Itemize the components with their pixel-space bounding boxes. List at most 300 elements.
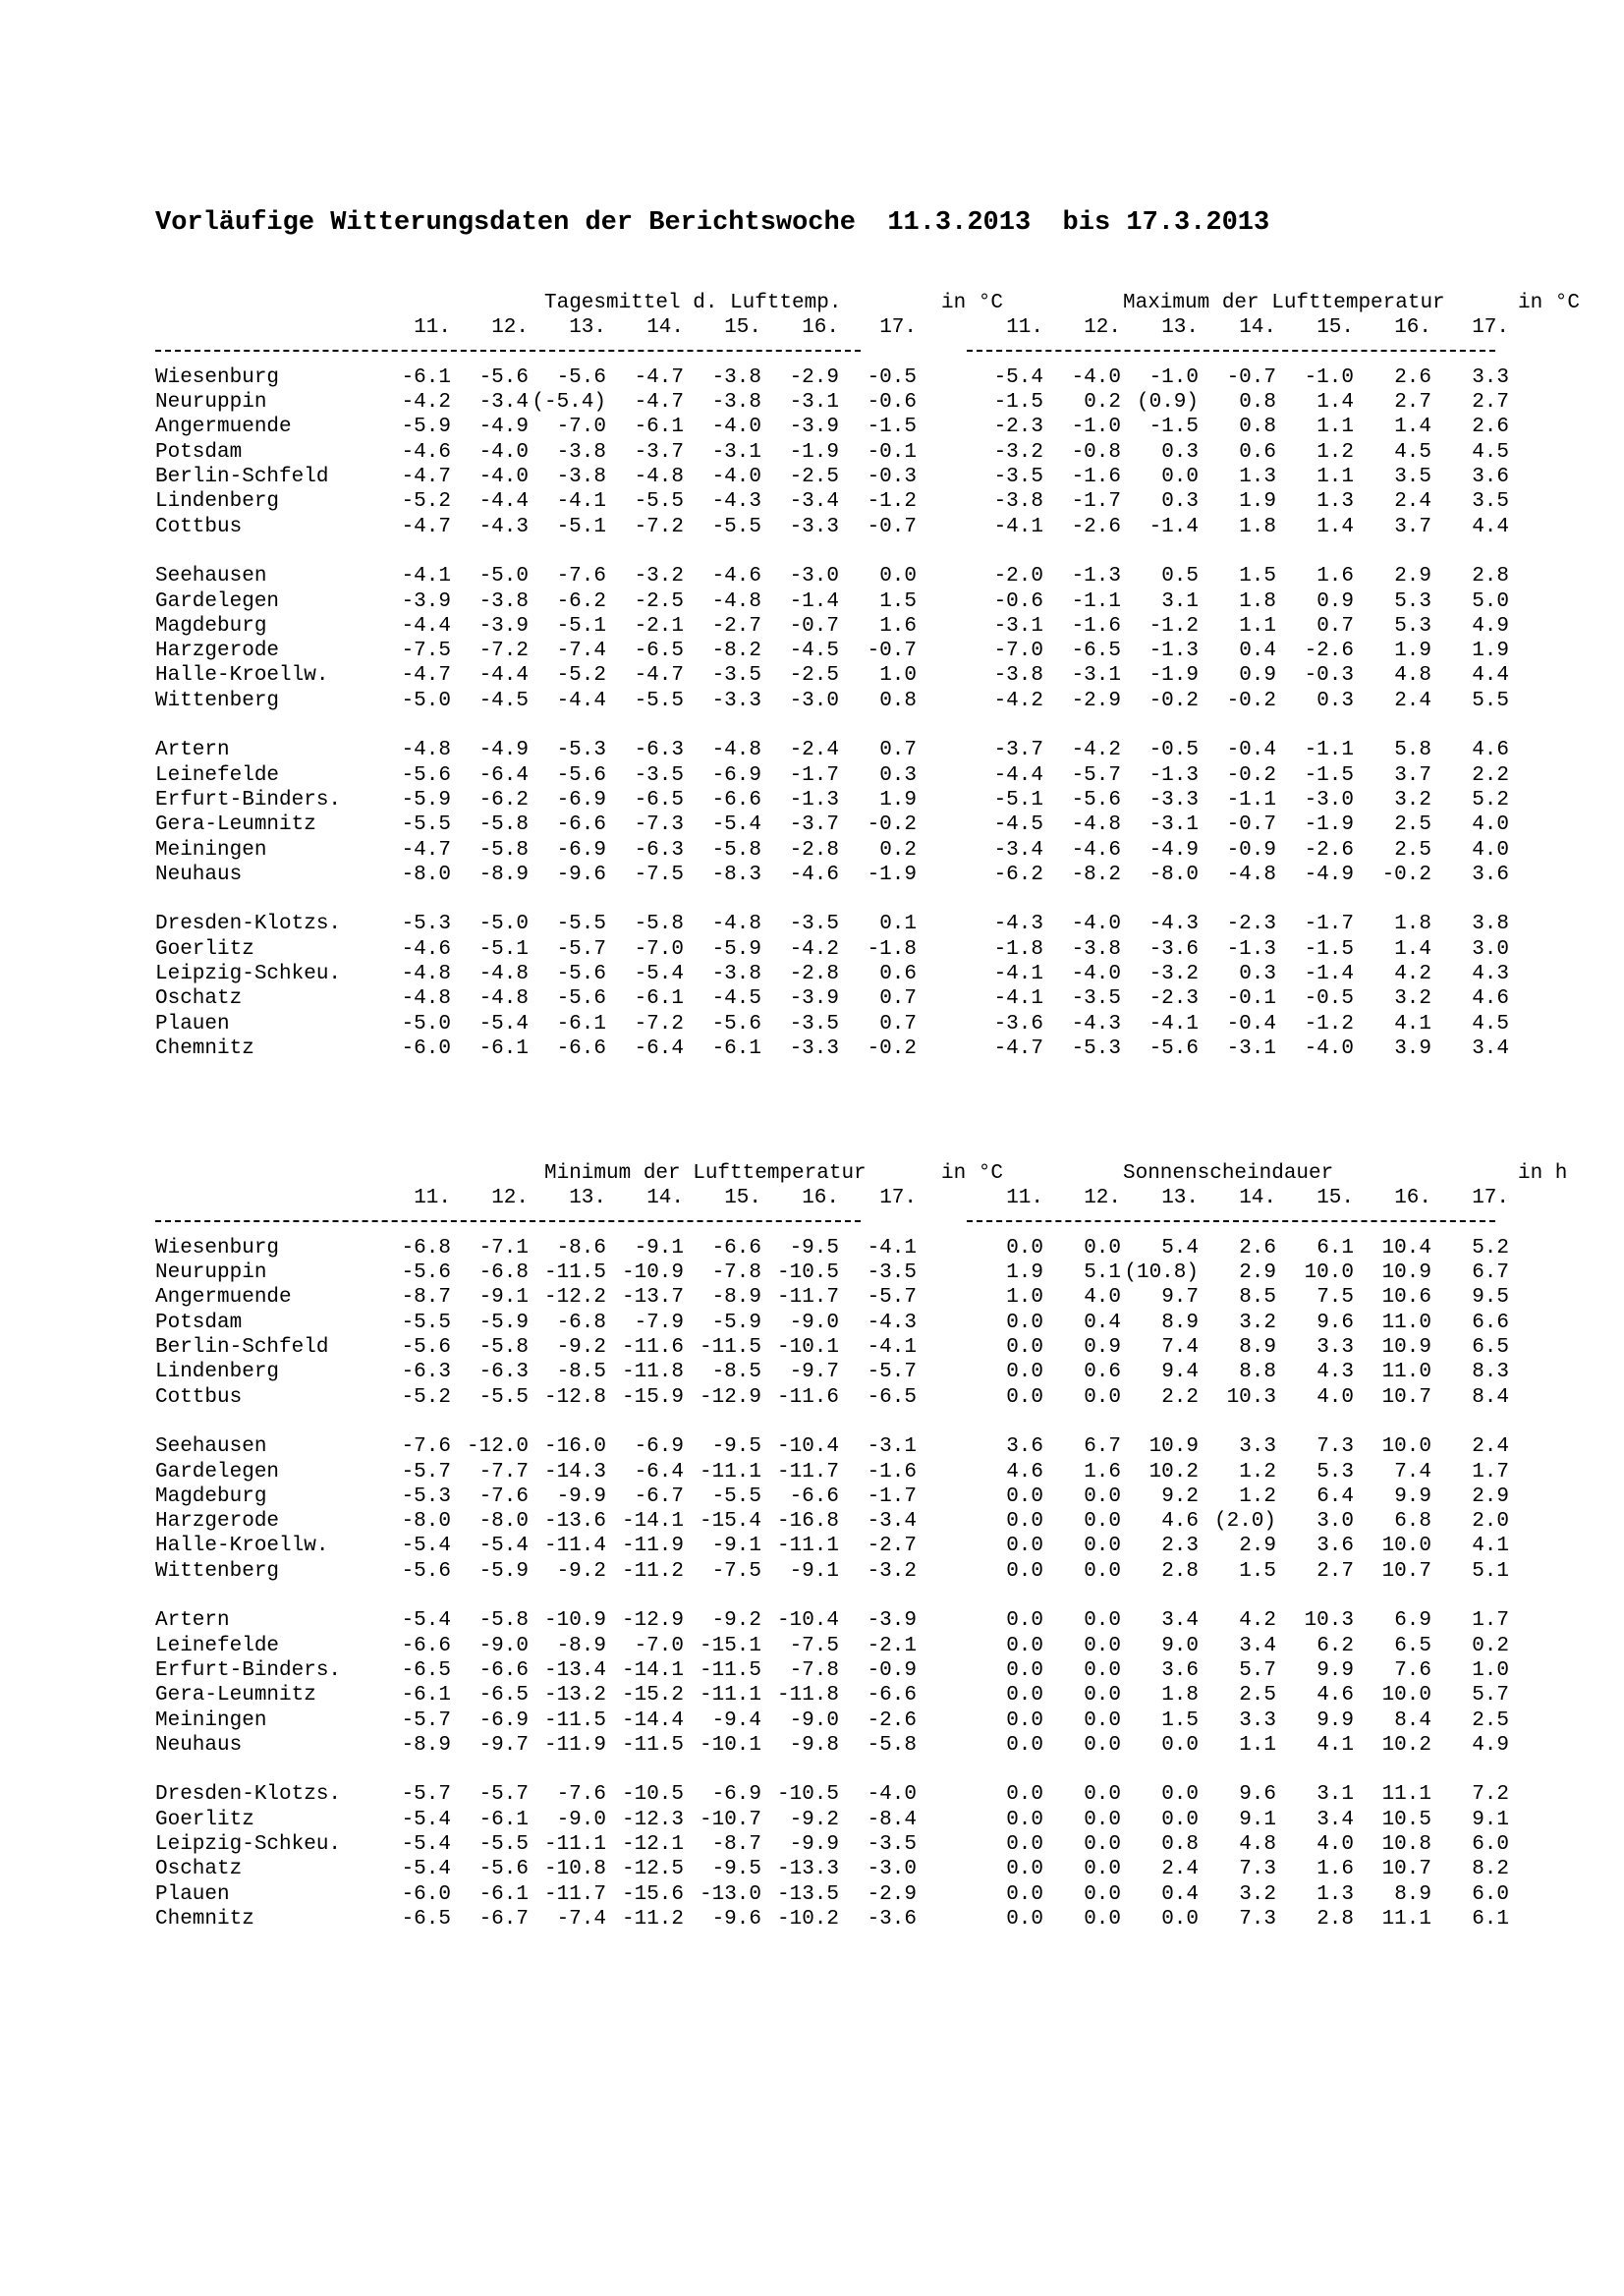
value-left: -5.2 [401,1385,451,1409]
value-right: -1.3 [1148,640,1199,663]
value-right: -1.2 [1148,614,1199,638]
value-left: -11.6 [776,1385,839,1409]
row-gap [917,415,966,439]
station-name: Dresden-Klotzs. [155,913,342,936]
value-left: -6.5 [634,788,684,812]
separator-row [155,1211,1509,1236]
value-right: (0.9) [1136,391,1199,415]
value-left: -5.0 [401,689,451,712]
value-right: 1.3 [1316,1882,1354,1906]
value-right: -1.2 [1304,1012,1354,1036]
value-left: -0.1 [867,440,917,464]
row-gap [917,738,966,762]
value-right: 6.6 [1472,1311,1509,1334]
day-header-left: 17. [879,316,917,340]
value-left: -5.9 [401,788,451,812]
station-name: Lindenberg [155,490,280,514]
value-right: 0.0 [1084,1783,1121,1807]
value-left: -1.8 [867,937,917,961]
station-name: Potsdam [155,440,243,464]
value-left: (-5.4) [532,391,606,415]
group-spacer [155,1758,1509,1782]
value-left: -5.9 [401,416,451,439]
value-right: 0.0 [1161,1783,1199,1807]
value-right: 1.6 [1316,565,1354,588]
value-left: -3.3 [789,515,839,538]
value-left: -8.3 [711,863,761,886]
station-name: Artern [155,1609,230,1633]
value-right: 0.8 [1161,1833,1199,1857]
value-right: -2.6 [1304,838,1354,862]
value-left: -5.1 [556,614,606,638]
value-left: -11.8 [776,1684,839,1708]
value-left: -8.0 [401,1510,451,1534]
value-left: -5.6 [556,763,606,787]
value-left: -5.3 [401,1484,451,1508]
value-left: -11.5 [699,1658,761,1682]
value-right: 0.0 [1084,1733,1121,1757]
value-left: -0.7 [867,640,917,663]
value-right: -3.2 [1148,963,1199,986]
value-right: 1.9 [1472,640,1509,663]
value-right: 0.0 [1006,1833,1043,1857]
value-right: 0.0 [1084,1510,1121,1534]
value-right: 9.5 [1472,1286,1509,1310]
value-left: -1.7 [867,1484,917,1508]
value-right: -3.1 [1148,813,1199,837]
value-left: -9.1 [478,1286,529,1310]
value-right: -4.3 [1071,1012,1121,1036]
value-left: -3.5 [867,1261,917,1285]
value-left: -9.1 [789,1559,839,1583]
value-left: -5.6 [401,1261,451,1285]
value-left: -4.7 [401,838,451,862]
value-right: 2.5 [1472,1708,1509,1732]
value-right: 0.0 [1006,1808,1043,1831]
value-right: -0.2 [1148,689,1199,712]
right-section-title: Sonnenscheindauer [1123,1162,1334,1185]
value-right: 9.1 [1239,1808,1276,1831]
value-right: 4.1 [1472,1535,1509,1558]
value-right: 0.0 [1006,1733,1043,1757]
value-right: 7.3 [1239,1907,1276,1931]
value-right: 10.7 [1381,1385,1431,1409]
value-left: -10.2 [776,1907,839,1931]
value-right: 1.2 [1239,1460,1276,1484]
value-right: 8.8 [1239,1361,1276,1384]
value-right: 0.0 [1006,1510,1043,1534]
value-left: -4.8 [634,466,684,489]
value-right: 1.9 [1239,490,1276,514]
value-left: -3.9 [789,987,839,1011]
value-right: 9.7 [1161,1286,1199,1310]
value-right: 0.4 [1084,1311,1121,1334]
station-name: Harzgerode [155,1510,280,1534]
value-left: -5.4 [401,1808,451,1831]
value-left: -3.0 [789,689,839,712]
value-left: -9.5 [711,1435,761,1459]
value-right: 10.7 [1381,1559,1431,1583]
value-right: 4.5 [1472,1012,1509,1036]
value-left: -9.9 [789,1833,839,1857]
value-left: -3.5 [634,763,684,787]
row-gap [917,1857,966,1881]
value-left: -1.9 [867,863,917,886]
table-temperature-mean-max [155,291,1581,1061]
day-header-right: 16. [1394,1187,1431,1210]
value-left: -4.8 [478,963,529,986]
value-right: -1.5 [1304,937,1354,961]
value-right: 0.0 [1084,1882,1121,1906]
value-left: -9.2 [789,1808,839,1831]
value-right: 6.5 [1394,1634,1431,1657]
value-left: -12.3 [621,1808,684,1831]
row-gap [917,763,966,788]
day-header-row [155,1186,1509,1210]
value-left: -3.8 [556,440,606,464]
station-name: Neuruppin [155,1261,267,1285]
value-right: -5.4 [993,365,1043,389]
value-right: 0.9 [1239,664,1276,688]
table-row [155,1285,1509,1310]
value-right: 3.6 [1472,863,1509,886]
value-right: 4.0 [1472,813,1509,837]
value-left: -5.5 [401,813,451,837]
value-left: -2.5 [634,589,684,613]
value-right: 1.4 [1316,515,1354,538]
value-right: -5.7 [1071,763,1121,787]
value-right: 2.4 [1472,1435,1509,1459]
value-right: -3.8 [1071,937,1121,961]
table-row [155,738,1509,762]
value-right: 2.4 [1394,689,1431,712]
value-right: 4.0 [1316,1385,1354,1409]
value-left: -5.9 [711,937,761,961]
row-gap [917,1708,966,1733]
value-right: 0.9 [1316,589,1354,613]
value-left: -2.6 [867,1708,917,1732]
value-right: -1.9 [1304,813,1354,837]
value-left: -4.0 [867,1783,917,1807]
value-left: -6.0 [401,1036,451,1060]
header-spacer [155,315,373,340]
value-right: -3.5 [1071,987,1121,1011]
value-left: -11.4 [543,1535,606,1558]
value-right: 3.0 [1316,1510,1354,1534]
value-right: -4.0 [1071,963,1121,986]
value-right: 3.7 [1394,515,1431,538]
value-left: -6.6 [556,813,606,837]
value-left: -7.6 [556,565,606,588]
value-left: -5.0 [478,913,529,936]
value-left: -3.5 [867,1833,917,1857]
value-right: -1.1 [1071,589,1121,613]
value-left: -12.1 [621,1833,684,1857]
value-left: -5.6 [401,1336,451,1360]
value-left: 0.2 [879,838,917,862]
value-right: 2.7 [1316,1559,1354,1583]
value-right: 0.0 [1006,1882,1043,1906]
day-header-right: 13. [1161,316,1199,340]
value-right: -0.4 [1226,739,1276,762]
value-right: -5.6 [1148,1036,1199,1060]
value-right: -4.0 [1071,365,1121,389]
row-gap [917,1733,966,1758]
row-gap [917,1534,966,1558]
station-name: Neuhaus [155,863,243,886]
value-right: 6.7 [1472,1261,1509,1285]
value-left: -11.8 [621,1361,684,1384]
value-right: 1.9 [1006,1261,1043,1285]
day-header-right: 12. [1084,316,1121,340]
value-right: 4.6 [1472,987,1509,1011]
value-left: -4.6 [711,565,761,588]
station-name: Gera-Leumnitz [155,1684,316,1708]
value-right: -3.1 [1071,664,1121,688]
value-left: -10.1 [776,1336,839,1360]
value-left: -4.4 [401,614,451,638]
value-right: -8.0 [1148,863,1199,886]
group-spacer [155,539,1509,564]
value-right: 1.9 [1394,640,1431,663]
value-right: 4.6 [1006,1460,1043,1484]
value-right: 2.9 [1394,565,1431,588]
value-right: 0.6 [1239,440,1276,464]
value-left: -6.4 [634,1460,684,1484]
value-right: 5.8 [1394,739,1431,762]
table-row [155,564,1509,588]
value-left: -7.5 [401,640,451,663]
value-left: 0.3 [879,763,917,787]
value-left: -5.9 [478,1311,529,1334]
right-section-unit: in h [1518,1162,1568,1185]
value-right: 4.0 [1316,1833,1354,1857]
value-right: -3.1 [993,614,1043,638]
value-left: -9.2 [556,1559,606,1583]
value-right: -1.5 [993,391,1043,415]
value-right: 5.7 [1239,1658,1276,1682]
column-group-titles [155,1161,1568,1186]
value-left: -6.7 [478,1907,529,1931]
day-header-right: 12. [1084,1187,1121,1210]
value-left: -0.7 [867,515,917,538]
dashed-rule-right [967,1220,1495,1222]
value-right: 0.0 [1161,1808,1199,1831]
value-right: 6.9 [1394,1609,1431,1633]
value-right: -2.0 [993,565,1043,588]
value-right: 0.0 [1006,1361,1043,1384]
row-gap [917,962,966,986]
value-left: -7.5 [789,1634,839,1657]
value-left: -6.1 [478,1036,529,1060]
table-row [155,663,1509,688]
group-spacer [155,887,1509,912]
value-right: -4.2 [1071,739,1121,762]
value-right: 9.9 [1316,1708,1354,1732]
value-right: -4.1 [993,515,1043,538]
value-right: 6.2 [1316,1634,1354,1657]
value-right: 0.0 [1161,1907,1199,1931]
value-right: 7.2 [1472,1783,1509,1807]
value-left: -13.4 [543,1658,606,1682]
value-left: -7.2 [634,1012,684,1036]
value-left: -6.4 [478,763,529,787]
value-right: 4.8 [1239,1833,1276,1857]
table-row [155,440,1509,465]
table-row [155,1733,1509,1758]
row-gap [917,1434,966,1459]
value-left: -11.1 [699,1684,761,1708]
value-right: 0.0 [1084,1684,1121,1708]
value-right: 0.2 [1472,1634,1509,1657]
value-right: 1.8 [1239,589,1276,613]
left-section-unit: in °C [941,292,1004,314]
value-right: 10.8 [1381,1833,1431,1857]
value-right: 1.6 [1084,1460,1121,1484]
value-left: -9.0 [789,1311,839,1334]
value-right: 3.4 [1161,1609,1199,1633]
value-right: -1.4 [1148,515,1199,538]
value-left: -12.9 [699,1385,761,1409]
day-header-right: 11. [1006,1187,1043,1210]
value-right: 0.0 [1084,1609,1121,1633]
value-right: 6.7 [1084,1435,1121,1459]
value-left: -7.9 [634,1311,684,1334]
value-left: -5.5 [478,1833,529,1857]
value-left: -4.8 [711,589,761,613]
value-right: 4.6 [1472,739,1509,762]
table-row [155,1808,1509,1832]
value-left: -16.0 [543,1435,606,1459]
station-name: Gardelegen [155,589,280,613]
value-right: 2.2 [1472,763,1509,787]
value-right: 2.6 [1239,1236,1276,1260]
value-left: -5.2 [401,490,451,514]
value-right: 2.6 [1472,416,1509,439]
value-left: -3.2 [634,565,684,588]
value-right: 7.3 [1316,1435,1354,1459]
table-row [155,415,1509,439]
value-left: -13.5 [776,1882,839,1906]
value-right: 3.9 [1394,1036,1431,1060]
station-name: Berlin-Schfeld [155,1336,329,1360]
value-right: 3.3 [1239,1708,1276,1732]
value-left: -4.6 [789,863,839,886]
value-left: -4.1 [867,1336,917,1360]
value-right: -4.3 [1148,913,1199,936]
value-right: 10.6 [1381,1286,1431,1310]
value-right: 1.7 [1472,1460,1509,1484]
value-left: -6.6 [867,1684,917,1708]
value-left: -14.1 [621,1510,684,1534]
value-right: -6.5 [1071,640,1121,663]
value-left: -1.3 [789,788,839,812]
value-right: (2.0) [1213,1510,1276,1534]
value-left: -10.9 [621,1261,684,1285]
value-left: -3.9 [478,614,529,638]
day-header-row [155,315,1509,340]
value-left: -7.0 [634,1634,684,1657]
value-right: 4.2 [1239,1609,1276,1633]
row-gap [917,639,966,663]
station-name: Erfurt-Binders. [155,788,342,812]
row-gap [917,589,966,614]
row-gap [917,564,966,588]
value-right: -1.8 [993,937,1043,961]
value-right: 3.5 [1472,490,1509,514]
value-right: 3.2 [1239,1311,1276,1334]
value-left: -5.3 [556,739,606,762]
value-left: -7.7 [478,1460,529,1484]
value-right: 0.0 [1084,1559,1121,1583]
value-left: -0.2 [867,813,917,837]
value-left: -4.2 [401,391,451,415]
value-right: 0.4 [1239,640,1276,663]
page-title: Vorläufige Witterungsdaten der Berichtswoche 11.3.2013 bis 17.3.2013 [155,208,1270,238]
value-left: -8.9 [556,1634,606,1657]
value-left: -5.4 [401,1833,451,1857]
value-left: -11.5 [543,1261,606,1285]
table-row [155,689,1509,713]
value-right: 0.0 [1006,1484,1043,1508]
value-right: -1.1 [1226,788,1276,812]
value-right: 0.0 [1006,1783,1043,1807]
table-row [155,937,1509,962]
table-row [155,986,1509,1011]
value-right: 10.3 [1226,1385,1276,1409]
value-left: -6.5 [634,640,684,663]
value-right: 0.0 [1084,1907,1121,1931]
value-left: -9.0 [478,1634,529,1657]
value-right: 9.9 [1316,1658,1354,1682]
station-name: Oschatz [155,987,243,1011]
value-right: -4.8 [1071,813,1121,837]
value-left: -14.1 [621,1658,684,1682]
row-gap [917,1260,966,1285]
value-left: -5.9 [478,1559,529,1583]
value-left: -4.3 [711,490,761,514]
value-left: -10.4 [776,1609,839,1633]
value-right: 0.0 [1006,1559,1043,1583]
station-name: Goerlitz [155,1808,254,1831]
value-left: 0.6 [879,963,917,986]
value-left: -13.3 [776,1858,839,1881]
table-row [155,1036,1509,1061]
value-left: -11.1 [543,1833,606,1857]
value-left: 0.7 [879,1012,917,1036]
value-right: -2.3 [993,416,1043,439]
day-header-right: 17. [1472,1187,1509,1210]
value-left: -1.5 [867,416,917,439]
value-right: 0.0 [1084,1708,1121,1732]
value-left: -3.9 [789,416,839,439]
station-name: Artern [155,739,230,762]
day-header-left: 13. [569,316,606,340]
value-right: 5.3 [1316,1460,1354,1484]
value-right: 8.9 [1161,1311,1199,1334]
value-right: 11.0 [1381,1361,1431,1384]
value-right: -0.8 [1071,440,1121,464]
value-right: 8.9 [1394,1882,1431,1906]
value-left: -10.7 [699,1808,761,1831]
value-right: 10.9 [1381,1336,1431,1360]
header-gap [917,1186,966,1210]
row-gap [917,1509,966,1534]
value-left: -3.2 [867,1559,917,1583]
group-spacer [155,1584,1509,1608]
value-left: -6.1 [556,1012,606,1036]
value-right: 7.3 [1239,1858,1276,1881]
